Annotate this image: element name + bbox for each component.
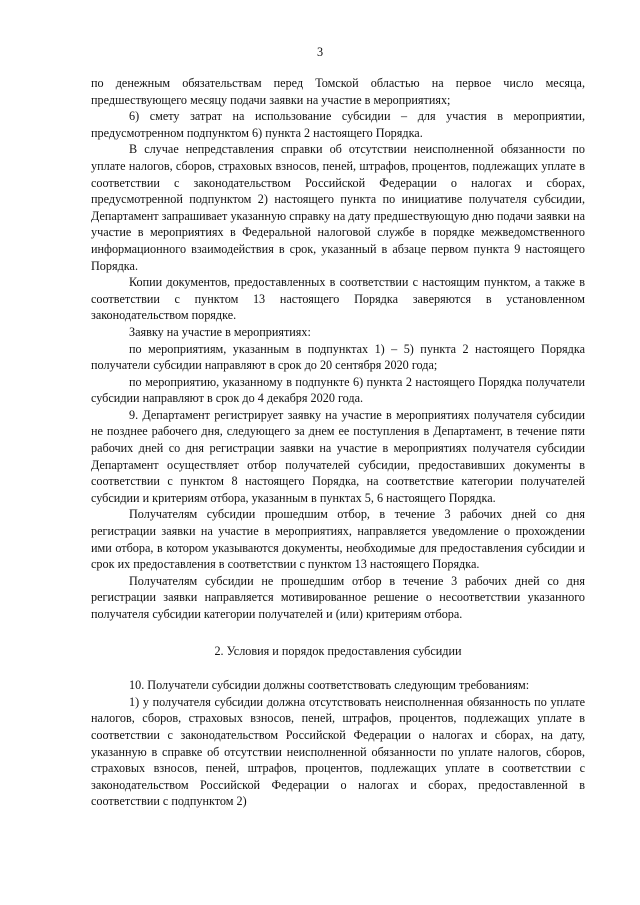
paragraph-deadline-december: по мероприятию, указанному в подпункте 6) пункта 2 настоящего Порядка получатели субсидии направляют в срок до 4 декабря 2020 года.: [91, 374, 585, 406]
paragraph-continuation: по денежным обязательствам перед Томской областью на первое число месяца, предшествующего месяцу подачи заявки на участие в мероприятиях;: [91, 76, 585, 107]
paragraph-deadline-september: по мероприятиям, указанным в подпунктах 1) – 5) пункта 2 настоящего Порядка получатели субсидии направляют в срок до 20 сентября 2020 года;: [91, 341, 585, 373]
page-number: 3: [316, 45, 324, 59]
section-heading: 2. Условия и порядок предоставления субсидии: [214, 643, 462, 658]
paragraph-application-intro: Заявку на участие в мероприятиях:: [129, 324, 311, 339]
paragraph-clause-9: 9. Департамент регистрирует заявку на участие в мероприятиях получателя субсидии не позднее рабочего дня, следующего за днем ее поступления в Департамент, в течение пяти рабочих дней со дня регистрации заявки на участие в мероприятиях получателя субсидии Департамент осуществляет отбор получателей субсидии, предоставивших документы в соответствии с пунктом 8 настоящего Порядка, на соответствие категории получателей субсидии и критериям отбора, указанным в пунктах 5, 6 настоящего Порядка.: [91, 407, 585, 505]
document-body: [91, 75, 585, 810]
paragraph-clause-10: 10. Получатели субсидии должны соответствовать следующим требованиям:: [129, 678, 530, 693]
paragraph-selection-passed: Получателям субсидии прошедшим отбор, в течение 3 рабочих дней со дня регистрации заявки на участие в мероприятиях, направляется уведомление о прохождении ими отбора, в котором указываются документы, необходимые для предоставления субсидии и срок их предоставления в соответствии с пунктом 13 настоящего Порядка.: [91, 507, 585, 572]
paragraph-requirement-1: 1) у получателя субсидии должна отсутствовать неисполненная обязанность по уплате налогов, сборов, страховых взносов, пеней, штрафов, процентов, подлежащих уплате в соответствии с законодательством Российской Федерации о налогах и сборах, на дату, указанную в справке об отсутствии неисполненной обязанности по уплате налогов, сборов, страховых взносов, пеней, штрафов, процентов, подлежащих уплате в соответствии с законодательством Российской Федерации о налогах и сборах, предоставленной в соответствии с подпунктом 2): [91, 694, 585, 809]
paragraph-item-6: 6) смету затрат на использование субсидии – для участия в мероприятии, предусмотренном подпунктом 6) пункта 2 настоящего Порядка.: [91, 109, 585, 140]
paragraph-document-copies: Копии документов, предоставленных в соответствии с настоящим пунктом, а также в соответствии с пунктом 13 настоящего Порядка заверяются в установленном законодательством порядке.: [91, 275, 585, 323]
paragraph-selection-failed: Получателям субсидии не прошедшим отбор в течение 3 рабочих дней со дня регистрации заявки направляется мотивированное решение о несоответствии указанного получателя субсидии категории получателей и (или) критериям отбора.: [91, 573, 585, 621]
paragraph-tax-certificate: В случае непредставления справки об отсутствии неисполненной обязанности по уплате налогов, сборов, страховых взносов, пеней, штрафов, процентов, подлежащих уплате в соответствии с законодательством Российской Федерации о налогах и сборах, предусмотренной подпунктом 2) настоящего пункта по инициативе получателя субсидии, Департамент запрашивает указанную справку на дату предшествующую дню подачи заявки на участие в мероприятиях в Федеральной налоговой службе в порядке межведомственного информационного взаимодействия в срок, указанный в абзаце первом пункта 9 настоящего Порядка.: [91, 142, 585, 273]
